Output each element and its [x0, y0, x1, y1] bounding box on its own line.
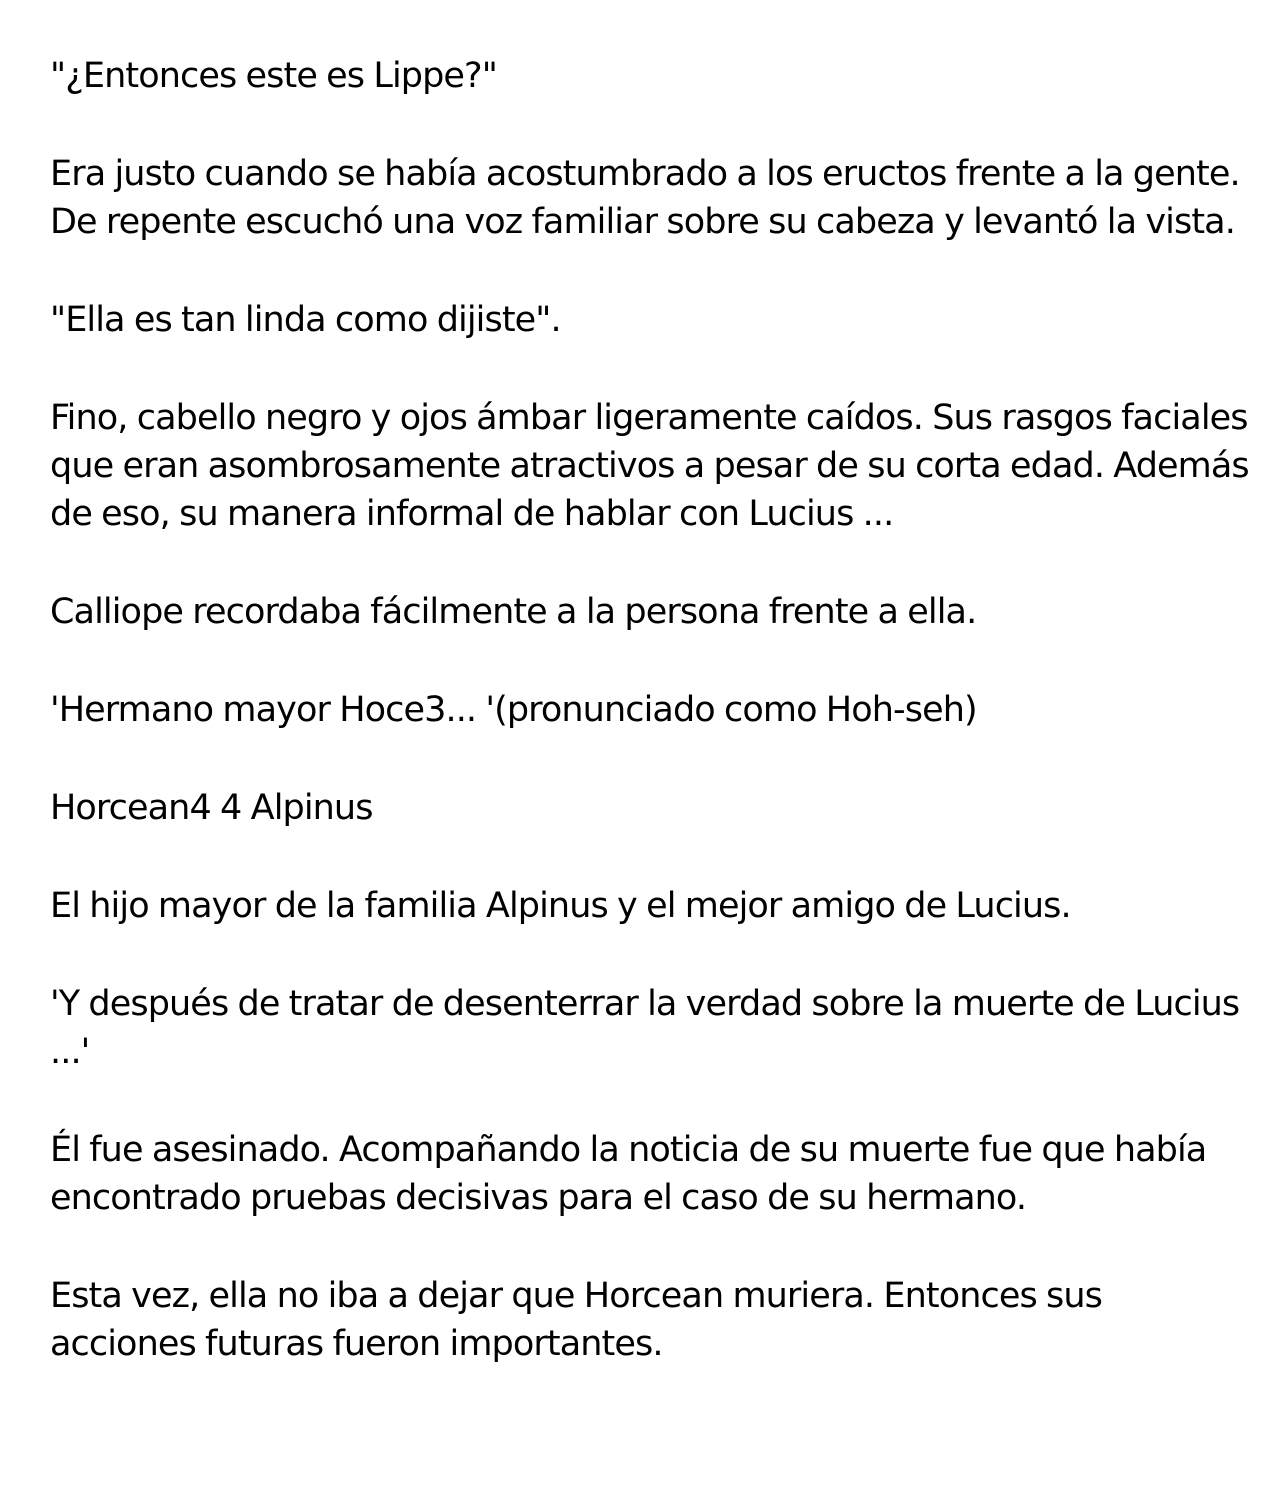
paragraph-5: Calliope recordaba fácilmente a la persona frente a ella. — [50, 592, 977, 632]
paragraph-7: Horcean4 4 Alpinus — [50, 788, 373, 828]
paragraph-6: 'Hermano mayor Hoce3... '(pronunciado como Hoh-seh) — [50, 690, 977, 730]
paragraph-4: Fino, cabello negro y ojos ámbar ligeramente caídos. Sus rasgos faciales que eran asombrosamente atractivos a pesar de su corta edad. Además de eso, su manera informal de hablar con Lucius ... — [50, 398, 1249, 534]
paragraph-11: Esta vez, ella no iba a dejar que Horcean muriera. Entonces sus acciones futuras fueron importantes. — [50, 1276, 1102, 1364]
paragraph-8: El hijo mayor de la familia Alpinus y el mejor amigo de Lucius. — [50, 886, 1071, 926]
paragraph-10: Él fue asesinado. Acompañando la noticia de su muerte fue que había encontrado pruebas decisivas para el caso de su hermano. — [50, 1130, 1207, 1218]
paragraph-2: Era justo cuando se había acostumbrado a los eructos frente a la gente. De repente escuchó una voz familiar sobre su cabeza y levantó la vista. — [50, 154, 1240, 242]
paragraph-3: "Ella es tan linda como dijiste". — [50, 300, 561, 340]
paragraph-9: 'Y después de tratar de desenterrar la verdad sobre la muerte de Lucius ...' — [50, 984, 1240, 1072]
paragraph-1: "¿Entonces este es Lippe?" — [50, 56, 497, 96]
